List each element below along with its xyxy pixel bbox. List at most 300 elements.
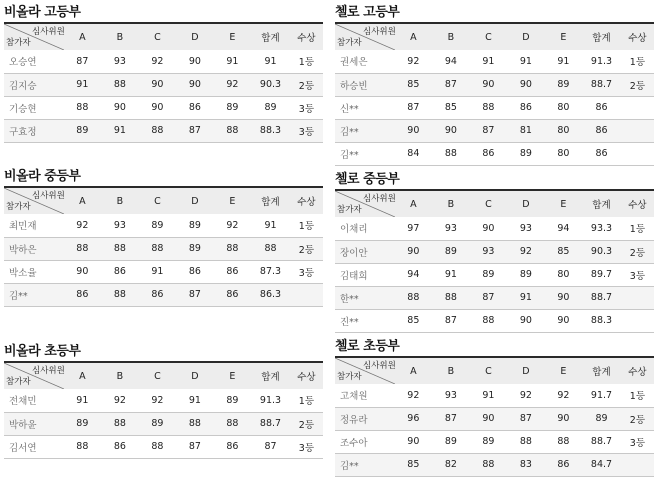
contestant-name: 김** — [4, 283, 64, 306]
judge-score: 87 — [395, 96, 433, 119]
judge-score: 91 — [470, 384, 508, 407]
award-rank — [621, 286, 654, 309]
judge-score: 92 — [395, 384, 433, 407]
judge-score: 91 — [507, 50, 545, 73]
corner-header — [335, 190, 395, 217]
corner-header — [4, 23, 64, 50]
judge-score: 91 — [214, 50, 252, 73]
judge-score: 91 — [470, 50, 508, 73]
table-row — [335, 263, 654, 286]
judge-score: 88 — [470, 453, 508, 476]
section-title: 비올라 중등부 — [4, 169, 81, 184]
judge-score: 89 — [470, 263, 508, 286]
judge-score: 88 — [101, 73, 139, 96]
total-score: 86.3 — [251, 283, 290, 306]
judge-column-header: C — [139, 23, 177, 50]
total-header: 합계 — [582, 357, 621, 384]
judge-header: 심사위원 — [32, 27, 65, 37]
judge-score: 87 — [176, 435, 214, 458]
table-row — [4, 260, 323, 283]
section-cello-middle — [335, 171, 654, 333]
judge-score: 86 — [64, 283, 102, 306]
contestant-name: 이채리 — [335, 217, 395, 240]
total-score: 91.3 — [251, 389, 290, 412]
judge-column-header: D — [507, 190, 545, 217]
judge-score: 88 — [432, 286, 470, 309]
judge-score: 89 — [432, 240, 470, 263]
rank-header: 수상 — [621, 190, 654, 217]
judge-column-header: D — [176, 362, 214, 389]
table-row — [335, 217, 654, 240]
judge-score: 85 — [432, 96, 470, 119]
score-table — [4, 22, 323, 143]
judge-column-header: E — [545, 357, 583, 384]
contestant-name: 박하윤 — [4, 412, 64, 435]
total-score: 93.3 — [582, 217, 621, 240]
judge-score: 88 — [64, 237, 102, 260]
judge-score: 89 — [470, 430, 508, 453]
judge-score: 87 — [470, 286, 508, 309]
total-score: 88.7 — [582, 430, 621, 453]
contestant-name: 김지승 — [4, 73, 64, 96]
award-rank — [621, 119, 654, 142]
corner-header — [335, 357, 395, 384]
judge-score: 81 — [507, 119, 545, 142]
judge-score: 92 — [64, 214, 102, 237]
table-row — [335, 73, 654, 96]
judge-score: 92 — [214, 73, 252, 96]
judge-score: 90 — [545, 286, 583, 309]
judge-score: 88 — [64, 435, 102, 458]
contestant-header: 참가자 — [337, 205, 362, 215]
table-row — [4, 435, 323, 458]
judge-score: 88 — [101, 412, 139, 435]
total-score: 88.7 — [582, 73, 621, 96]
award-rank: 2등 — [290, 237, 323, 260]
judge-score: 87 — [432, 73, 470, 96]
judge-score: 89 — [176, 214, 214, 237]
judge-score: 85 — [395, 309, 433, 332]
section-title: 비올라 초등부 — [4, 344, 81, 359]
table-row — [335, 286, 654, 309]
judge-score: 87 — [176, 119, 214, 142]
judge-score: 92 — [139, 50, 177, 73]
total-score: 91.7 — [582, 384, 621, 407]
judge-score: 93 — [101, 50, 139, 73]
judge-score: 88 — [64, 96, 102, 119]
rank-header: 수상 — [290, 23, 323, 50]
contestant-header: 참가자 — [6, 377, 31, 387]
contestant-header: 참가자 — [6, 202, 31, 212]
header-row — [4, 23, 323, 50]
judge-score: 90 — [507, 309, 545, 332]
judge-score: 90 — [545, 407, 583, 430]
table-row — [4, 119, 323, 142]
total-header: 합계 — [251, 362, 290, 389]
judge-score: 88 — [139, 119, 177, 142]
award-rank: 3등 — [290, 260, 323, 283]
judge-score: 90 — [139, 96, 177, 119]
judge-score: 82 — [432, 453, 470, 476]
judge-column-header: E — [545, 190, 583, 217]
total-score: 91 — [251, 214, 290, 237]
judge-column-header: A — [64, 362, 102, 389]
judge-column-header: E — [214, 362, 252, 389]
judge-column-header: A — [64, 23, 102, 50]
award-rank: 3등 — [290, 435, 323, 458]
judge-header: 심사위원 — [363, 27, 396, 37]
section-viola-middle — [4, 168, 323, 307]
total-score: 88.7 — [582, 286, 621, 309]
judge-column-header: E — [214, 187, 252, 214]
judge-score: 93 — [432, 384, 470, 407]
judge-score: 87 — [176, 283, 214, 306]
total-score: 90.3 — [251, 73, 290, 96]
total-header: 합계 — [582, 23, 621, 50]
judge-column-header: E — [545, 23, 583, 50]
judge-score: 91 — [432, 263, 470, 286]
award-rank: 2등 — [621, 240, 654, 263]
judge-score: 90 — [176, 73, 214, 96]
total-score: 90.3 — [582, 240, 621, 263]
judge-score: 86 — [470, 142, 508, 165]
corner-header — [4, 187, 64, 214]
table-row — [335, 407, 654, 430]
award-rank — [621, 96, 654, 119]
judge-score: 89 — [214, 389, 252, 412]
award-rank — [621, 142, 654, 165]
judge-score: 93 — [507, 217, 545, 240]
total-score: 86 — [582, 96, 621, 119]
judge-score: 90 — [176, 50, 214, 73]
judge-score: 91 — [176, 389, 214, 412]
total-score: 88.3 — [251, 119, 290, 142]
judge-score: 90 — [432, 119, 470, 142]
judge-score: 89 — [545, 73, 583, 96]
judge-score: 87 — [470, 119, 508, 142]
total-score: 87 — [251, 435, 290, 458]
award-rank: 1등 — [621, 217, 654, 240]
contestant-name: 김서연 — [4, 435, 64, 458]
table-row — [4, 283, 323, 306]
header-row — [335, 357, 654, 384]
judge-column-header: A — [395, 357, 433, 384]
judge-score: 88 — [176, 412, 214, 435]
judge-column-header: E — [214, 23, 252, 50]
award-rank — [290, 283, 323, 306]
header-row — [335, 190, 654, 217]
judge-score: 88 — [507, 430, 545, 453]
judge-score: 93 — [101, 214, 139, 237]
judge-column-header: B — [101, 23, 139, 50]
header-row — [335, 23, 654, 50]
award-rank: 1등 — [621, 384, 654, 407]
judge-score: 86 — [101, 435, 139, 458]
judge-score: 85 — [545, 240, 583, 263]
award-rank: 2등 — [290, 412, 323, 435]
judge-score: 90 — [470, 217, 508, 240]
contestant-name: 진** — [335, 309, 395, 332]
contestant-name: 박하은 — [4, 237, 64, 260]
contestant-name: 한** — [335, 286, 395, 309]
judge-score: 93 — [432, 217, 470, 240]
judge-score: 86 — [214, 435, 252, 458]
judge-score: 89 — [176, 237, 214, 260]
table-row — [4, 96, 323, 119]
judge-score: 91 — [545, 50, 583, 73]
table-row — [335, 50, 654, 73]
judge-score: 80 — [545, 119, 583, 142]
judge-score: 91 — [139, 260, 177, 283]
total-header: 합계 — [251, 187, 290, 214]
contestant-name: 고채원 — [335, 384, 395, 407]
judge-score: 85 — [395, 453, 433, 476]
total-score: 89 — [582, 407, 621, 430]
judge-column-header: D — [507, 357, 545, 384]
judge-column-header: D — [176, 23, 214, 50]
judge-score: 89 — [139, 412, 177, 435]
total-score: 89 — [251, 96, 290, 119]
award-rank — [621, 309, 654, 332]
contestant-name: 전채민 — [4, 389, 64, 412]
table-row — [4, 73, 323, 96]
judge-score: 91 — [101, 119, 139, 142]
section-cello-high — [335, 4, 654, 166]
judge-score: 91 — [64, 389, 102, 412]
total-score: 91 — [251, 50, 290, 73]
rank-header: 수상 — [290, 187, 323, 214]
table-row — [4, 50, 323, 73]
judge-score: 92 — [101, 389, 139, 412]
table-row — [335, 309, 654, 332]
judge-column-header: B — [101, 362, 139, 389]
score-table — [335, 22, 654, 166]
judge-score: 88 — [470, 309, 508, 332]
judge-header: 심사위원 — [363, 194, 396, 204]
table-row — [4, 237, 323, 260]
award-rank: 1등 — [621, 50, 654, 73]
judge-score: 90 — [139, 73, 177, 96]
judge-score: 87 — [432, 407, 470, 430]
judge-column-header: B — [432, 190, 470, 217]
judge-column-header: A — [395, 190, 433, 217]
score-table — [335, 189, 654, 333]
contestant-name: 김** — [335, 453, 395, 476]
score-table — [4, 186, 323, 307]
contestant-name: 조수아 — [335, 430, 395, 453]
judge-column-header: D — [176, 187, 214, 214]
judge-score: 88 — [214, 237, 252, 260]
judge-score: 86 — [139, 283, 177, 306]
judge-score: 80 — [545, 142, 583, 165]
contestant-name: 오승연 — [4, 50, 64, 73]
contestant-name: 박소율 — [4, 260, 64, 283]
total-score: 84.7 — [582, 453, 621, 476]
judge-score: 84 — [395, 142, 433, 165]
total-header: 합계 — [251, 23, 290, 50]
judge-column-header: C — [139, 187, 177, 214]
judge-score: 90 — [64, 260, 102, 283]
contestant-name: 장이안 — [335, 240, 395, 263]
judge-score: 88 — [432, 142, 470, 165]
judge-score: 91 — [64, 73, 102, 96]
judge-score: 88 — [139, 237, 177, 260]
judge-column-header: C — [470, 190, 508, 217]
judge-column-header: A — [395, 23, 433, 50]
judge-column-header: D — [507, 23, 545, 50]
judge-score: 87 — [432, 309, 470, 332]
section-title: 첼로 고등부 — [335, 5, 400, 20]
contestant-header: 참가자 — [337, 372, 362, 382]
award-rank: 1등 — [290, 50, 323, 73]
judge-score: 89 — [139, 214, 177, 237]
judge-score: 90 — [507, 73, 545, 96]
judge-score: 89 — [507, 263, 545, 286]
contestant-name: 구효정 — [4, 119, 64, 142]
award-rank: 3등 — [290, 96, 323, 119]
judge-header: 심사위원 — [32, 191, 65, 201]
judge-score: 91 — [507, 286, 545, 309]
total-score: 88.3 — [582, 309, 621, 332]
judge-score: 86 — [214, 283, 252, 306]
judge-score: 80 — [545, 263, 583, 286]
judge-score: 89 — [64, 412, 102, 435]
rank-header: 수상 — [290, 362, 323, 389]
judge-score: 92 — [507, 240, 545, 263]
contestant-name: 김** — [335, 119, 395, 142]
award-rank: 3등 — [290, 119, 323, 142]
judge-score: 96 — [395, 407, 433, 430]
judge-score: 83 — [507, 453, 545, 476]
judge-score: 90 — [395, 119, 433, 142]
judge-score: 92 — [545, 384, 583, 407]
contestant-name: 최민재 — [4, 214, 64, 237]
judge-score: 94 — [545, 217, 583, 240]
table-row — [4, 412, 323, 435]
judge-score: 93 — [470, 240, 508, 263]
score-table — [4, 361, 323, 459]
judge-column-header: B — [432, 357, 470, 384]
judge-score: 88 — [214, 119, 252, 142]
judge-score: 97 — [395, 217, 433, 240]
rank-header: 수상 — [621, 23, 654, 50]
table-row — [335, 142, 654, 165]
total-score: 86 — [582, 119, 621, 142]
contestant-header: 참가자 — [6, 38, 31, 48]
table-row — [4, 389, 323, 412]
table-row — [335, 453, 654, 476]
judge-score: 90 — [545, 309, 583, 332]
judge-score: 89 — [507, 142, 545, 165]
judge-score: 94 — [395, 263, 433, 286]
judge-score: 92 — [507, 384, 545, 407]
judge-score: 90 — [101, 96, 139, 119]
award-rank: 3등 — [621, 430, 654, 453]
award-rank: 1등 — [290, 389, 323, 412]
judge-score: 90 — [395, 240, 433, 263]
corner-header — [335, 23, 395, 50]
judge-score: 88 — [470, 96, 508, 119]
award-rank: 2등 — [621, 407, 654, 430]
corner-header — [4, 362, 64, 389]
judge-score: 86 — [101, 260, 139, 283]
contestant-name: 김** — [335, 142, 395, 165]
judge-score: 90 — [395, 430, 433, 453]
table-row — [335, 430, 654, 453]
section-cello-elementary — [335, 338, 654, 477]
section-viola-elementary — [4, 343, 323, 459]
judge-score: 90 — [470, 407, 508, 430]
header-row — [4, 187, 323, 214]
award-rank: 2등 — [621, 73, 654, 96]
judge-score: 89 — [214, 96, 252, 119]
header-row — [4, 362, 323, 389]
contestant-name: 기승현 — [4, 96, 64, 119]
total-score: 89.7 — [582, 263, 621, 286]
judge-score: 86 — [214, 260, 252, 283]
judge-score: 88 — [101, 283, 139, 306]
judge-score: 86 — [507, 96, 545, 119]
score-table — [335, 356, 654, 477]
table-row — [335, 119, 654, 142]
contestant-name: 김태희 — [335, 263, 395, 286]
judge-column-header: A — [64, 187, 102, 214]
judge-score: 90 — [470, 73, 508, 96]
judge-score: 88 — [101, 237, 139, 260]
section-viola-high — [4, 4, 323, 143]
judge-score: 85 — [395, 73, 433, 96]
judge-score: 89 — [432, 430, 470, 453]
judge-score: 86 — [545, 453, 583, 476]
award-rank: 3등 — [621, 263, 654, 286]
contestant-name: 권세은 — [335, 50, 395, 73]
judge-score: 88 — [395, 286, 433, 309]
section-title: 첼로 초등부 — [335, 339, 400, 354]
section-title: 비올라 고등부 — [4, 5, 81, 20]
total-score: 88.7 — [251, 412, 290, 435]
judge-score: 88 — [214, 412, 252, 435]
judge-column-header: B — [432, 23, 470, 50]
award-rank — [621, 453, 654, 476]
contestant-name: 하승빈 — [335, 73, 395, 96]
table-row — [335, 240, 654, 263]
rank-header: 수상 — [621, 357, 654, 384]
total-score: 87.3 — [251, 260, 290, 283]
section-title: 첼로 중등부 — [335, 172, 400, 187]
total-score: 86 — [582, 142, 621, 165]
contestant-name: 정유라 — [335, 407, 395, 430]
award-rank: 1등 — [290, 214, 323, 237]
contestant-header: 참가자 — [337, 38, 362, 48]
table-row — [4, 214, 323, 237]
judge-score: 92 — [139, 389, 177, 412]
judge-score: 92 — [395, 50, 433, 73]
judge-column-header: C — [139, 362, 177, 389]
judge-score: 80 — [545, 96, 583, 119]
judge-score: 92 — [214, 214, 252, 237]
judge-score: 86 — [176, 260, 214, 283]
judge-score: 88 — [545, 430, 583, 453]
judge-column-header: B — [101, 187, 139, 214]
judge-score: 89 — [64, 119, 102, 142]
total-score: 88 — [251, 237, 290, 260]
judge-score: 94 — [432, 50, 470, 73]
contestant-name: 신** — [335, 96, 395, 119]
judge-column-header: C — [470, 23, 508, 50]
judge-column-header: C — [470, 357, 508, 384]
award-rank: 2등 — [290, 73, 323, 96]
judge-header: 심사위원 — [32, 366, 65, 376]
